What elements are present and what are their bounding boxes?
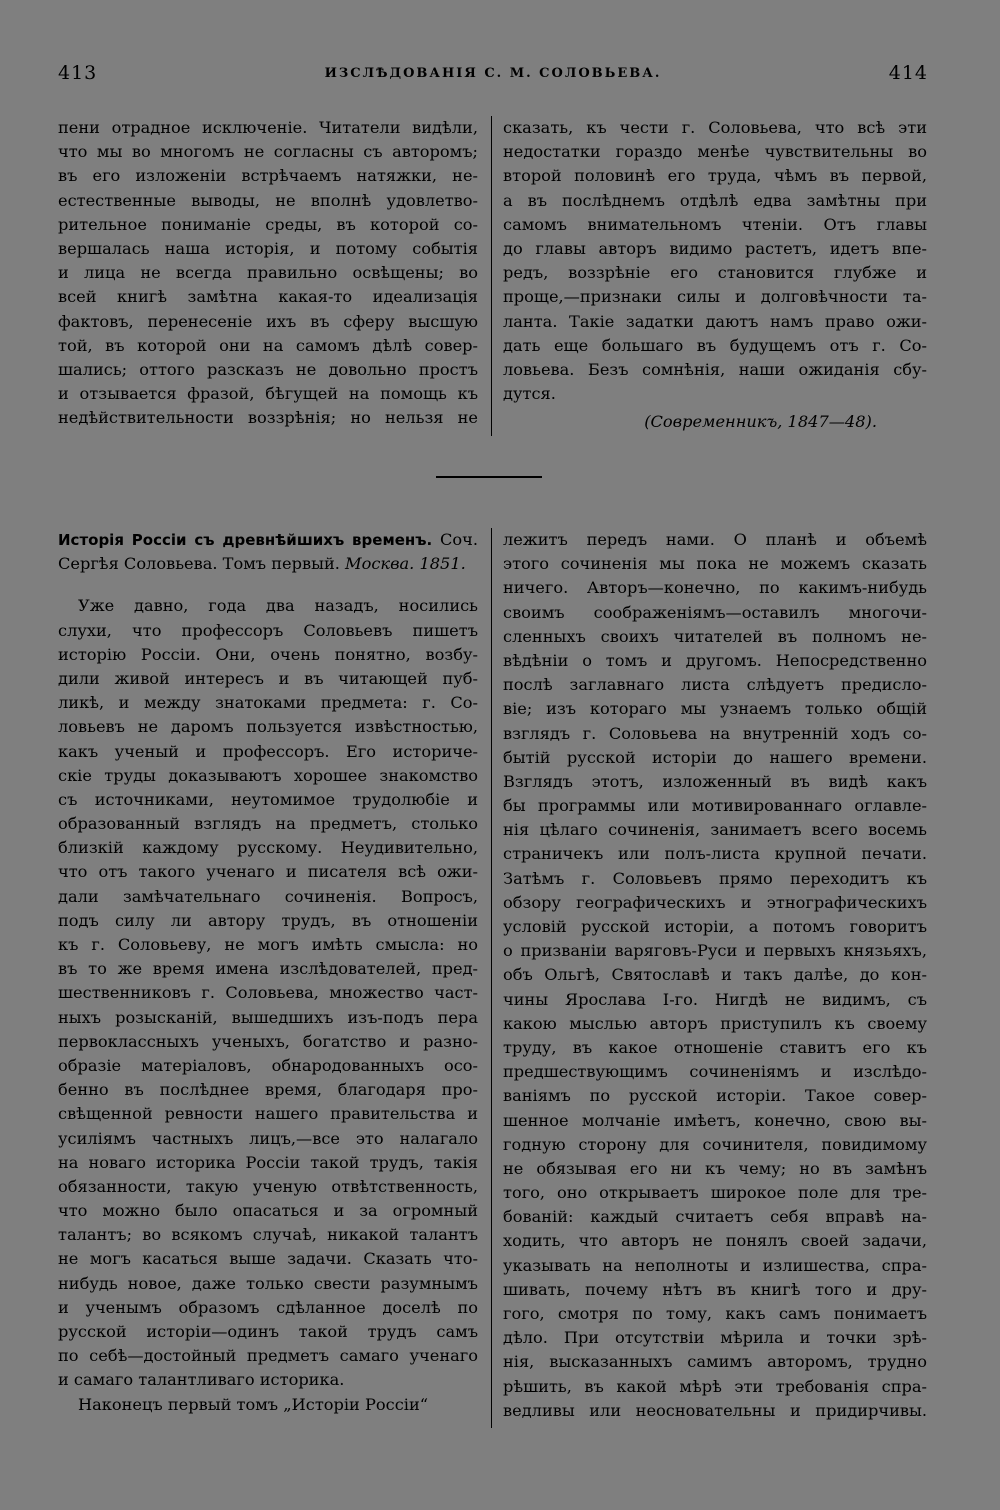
text-line: Взглядъ этотъ, изложенный въ видѣ какъ — [503, 771, 927, 791]
text-line: проще,—признаки силы и долговѣчности та- — [503, 287, 927, 307]
text-line: свѣщенной ревности нашего правительства и — [58, 1104, 478, 1124]
text-line: въ то же время имена изслѣдователей, пред- — [58, 959, 478, 979]
page-number-right: 414 — [888, 62, 928, 84]
text-line: Уже давно, года два назадъ, носились — [78, 596, 478, 616]
text-line: указывать на неполноты и излишества, спра- — [503, 1255, 927, 1275]
text-line: взглядъ г. Соловьева на внутренній ходъ со- — [503, 723, 927, 743]
text-line: не обязывая его ни къ чему; но въ замѣнъ — [503, 1158, 927, 1178]
text-line: шивать, почему нѣтъ въ книгѣ того и дру- — [503, 1279, 927, 1299]
text-line: бенно въ послѣднее время, благодаря про- — [58, 1080, 478, 1100]
text-line: годную сторону для сочинителя, повидимому — [503, 1134, 927, 1154]
text-line: шались; оттого разсказъ не довольно простъ — [58, 359, 478, 379]
text-line: предшествующимъ сочиненіямъ и изслѣдо- — [503, 1062, 927, 1082]
text-line: что мы во многомъ не согласны съ авторомъ; — [58, 142, 478, 162]
text-line: ловьевъ не даромъ пользуется извѣстностью, — [58, 717, 478, 737]
text-line: дать еще большаго въ будущемъ отъ г. Со- — [503, 335, 927, 355]
text-line: въ его изложеніи встрѣчаемъ натяжки, не- — [58, 166, 478, 186]
text-line: вершалась наша исторія, и потому событія — [58, 238, 478, 258]
text-line: исторію Россіи. Они, очень понятно, возбу- — [58, 644, 478, 664]
text-line: обязанности, такую ученую отвѣтственность, — [58, 1176, 478, 1196]
text-line: гого, смотря по тому, какъ самъ понимаетъ — [503, 1304, 927, 1323]
review-author: Сергѣя Соловьева. Томъ первый. — [58, 554, 340, 574]
text-line: обзору географическихъ и этнографическихъ — [503, 892, 927, 912]
text-line: бытій русской исторіи до нашего времени. — [503, 747, 927, 767]
text-line: скіе труды доказываютъ хорошее знакомство — [58, 765, 478, 785]
text-line: нія, высказанныхъ самимъ авторомъ, трудно — [503, 1352, 927, 1372]
text-line: чины Ярослава I-го. Нигдѣ не видимъ, съ — [503, 989, 927, 1009]
text-line: шественниковъ г. Соловьева, множество част- — [58, 983, 478, 1003]
text-line: всей книгѣ замѣтна какая-то идеализація — [58, 287, 478, 307]
review-title-block — [58, 528, 478, 576]
text-line: объ Ольгѣ, Святославѣ и такъ далѣе, до кон- — [503, 965, 927, 985]
text-line: недостатки гораздо менѣе чувствительны во — [503, 142, 927, 162]
text-line: русской исторіи—одинъ такой трудъ самъ — [58, 1322, 478, 1341]
page-number-left: 413 — [58, 62, 98, 84]
column-rule-bottom — [491, 528, 492, 1428]
text-line: віе; изъ котораго мы узнаемъ только общій — [503, 699, 927, 719]
text-line: и отзывается фразой, бѣгущей на помощь къ — [58, 384, 478, 404]
text-line: образованный взглядъ на предметъ, столько — [58, 814, 478, 834]
text-line: ходить, что авторъ не понялъ своей задачи, — [503, 1231, 927, 1251]
text-line: и лица не всегда правильно освѣщены; во — [58, 263, 478, 283]
text-line: рительное пониманіе среды, въ которой со- — [58, 214, 478, 234]
text-line: самомъ внимательномъ чтеніи. Отъ главы — [503, 214, 927, 234]
text-line: редъ, воззрѣніе его становится глубже и — [503, 263, 927, 283]
review-author-prefix: Соч. — [440, 530, 478, 549]
text-line: подъ силу ли автору трудъ, въ отношеніи — [58, 910, 478, 930]
bottom-left-column — [58, 528, 478, 1417]
text-line: къ г. Соловьеву, не могъ имѣть смысла: но — [58, 935, 478, 954]
review-body-left — [58, 594, 478, 1416]
text-line: ваніямъ по русской исторіи. Такое совер- — [503, 1086, 927, 1106]
text-line: на новаго историка Россіи такой трудъ, такія — [58, 1152, 478, 1172]
text-line: а въ послѣднемъ отдѣлѣ едва замѣтны при — [503, 190, 927, 210]
text-line: бы программы или мотивированнаго оглавле- — [503, 796, 927, 816]
text-line: до главы авторъ видимо растетъ, идетъ впе- — [503, 238, 927, 258]
text-line: что можно было опасаться и за огромный — [58, 1201, 478, 1221]
text-line: съ источниками, неутомимое трудолюбіе и — [58, 789, 478, 809]
text-line: нибудь новое, даже только свести разумнымъ — [58, 1273, 478, 1293]
text-line: нія цѣлаго сочиненія, занимаетъ всего восемь — [503, 820, 927, 840]
text-line: по себѣ—достойный предметъ самаго ученаго — [58, 1346, 478, 1366]
text-line: какою мыслью авторъ приступилъ къ своему — [503, 1013, 927, 1033]
text-line: дутся. — [503, 384, 556, 404]
text-line: сленныхъ своихъ читателей въ полномъ не- — [503, 626, 927, 646]
text-line: и ученымъ образомъ сдѣланное доселѣ по — [58, 1297, 478, 1317]
text-line: ныхъ розысканій, вышедшихъ изъ-подъ пера — [58, 1007, 478, 1027]
text-line: дали замѣчательнаго сочиненія. Вопросъ, — [58, 886, 478, 906]
text-line: Затѣмъ г. Соловьевъ прямо переходитъ къ — [503, 868, 927, 888]
text-line: страничекъ или полъ-листа крупной печати. — [503, 844, 927, 864]
text-line: первоклассныхъ ученыхъ, богатство и разно- — [58, 1031, 478, 1051]
text-line: недѣйствительности воззрѣнія; но нельзя не — [58, 408, 478, 428]
text-line: бованій: каждый считаетъ себя вправѣ на- — [503, 1207, 927, 1227]
text-line: дѣло. При отсутствіи мѣрила и точки зрѣ- — [503, 1328, 927, 1348]
text-line: условій русской исторіи, а потомъ говоритъ — [503, 917, 927, 936]
text-line: труду, въ какое отношеніе ставитъ его къ — [503, 1037, 927, 1057]
review-title: Исторія Россіи съ древнѣйшихъ временъ. — [58, 531, 433, 549]
top-right-column — [503, 116, 927, 434]
running-title: ИЗСЛѢДОВАНІЯ С. М. СОЛОВЬЕВА. — [324, 66, 662, 81]
text-line: естественные выводы, не вполнѣ удовлетво- — [58, 190, 478, 210]
text-line: этого сочиненія мы пока не можемъ сказать — [503, 554, 927, 574]
text-line: и самаго талантливаго историка. — [58, 1370, 345, 1390]
text-line: ликѣ, и между знатоками предмета: г. Со- — [58, 693, 478, 713]
section-separator — [436, 476, 542, 478]
text-line: ловьева. Безъ сомнѣнія, наши ожиданія сбу- — [503, 359, 927, 379]
text-line: шенное молчаніе имѣетъ, конечно, свою вы- — [503, 1110, 927, 1130]
text-line: талантъ; во всякомъ случаѣ, никакой талантъ — [58, 1225, 478, 1245]
review-imprint: Москва. 1851. — [345, 554, 466, 574]
text-line: послѣ заглавнаго листа слѣдуетъ предисло- — [503, 675, 927, 695]
text-line: что отъ такого ученаго и писателя всѣ ожи- — [58, 862, 478, 882]
text-line: пени отрадное исключеніе. Читатели видѣли, — [58, 118, 478, 137]
text-line: о призваніи варяговъ-Руси и первыхъ князьяхъ, — [503, 941, 927, 961]
text-line: не могъ касаться выше задачи. Сказать что- — [58, 1249, 478, 1269]
text-line: какъ ученый и профессоръ. Его историче- — [58, 741, 478, 761]
top-left-column — [58, 116, 478, 430]
text-line: дили живой интересъ и въ читающей пуб- — [58, 668, 478, 688]
text-line: слухи, что профессоръ Соловьевъ пишетъ — [58, 620, 478, 640]
text-line: Наконецъ первый томъ „Исторіи Россіи“ — [78, 1394, 429, 1414]
text-line: лежитъ передъ нами. О планѣ и объемѣ — [503, 530, 927, 549]
page-header — [58, 62, 928, 90]
text-line: той, въ которой они на самомъ дѣлѣ совер- — [58, 335, 478, 355]
text-line: близкій каждому русскому. Неудивительно, — [58, 838, 478, 858]
bottom-right-column — [503, 528, 927, 1423]
column-rule-top — [491, 116, 492, 436]
text-line: ничего. Авторъ—конечно, по какимъ-нибудь — [503, 578, 927, 598]
source-citation: (Современникъ, 1847—48). — [644, 412, 877, 432]
text-line: того, оно открываетъ широкое поле для тре- — [503, 1183, 927, 1203]
text-line: вѣдѣніи о томъ и другомъ. Непосредственно — [503, 650, 927, 670]
text-line: рѣшить, въ какой мѣрѣ эти требованія спра- — [503, 1376, 927, 1396]
text-line: образіе матеріаловъ, обнародованныхъ осо- — [58, 1055, 478, 1075]
text-line: усиліямъ частныхъ лицъ,—все это налагало — [58, 1128, 478, 1148]
text-line: фактовъ, перенесеніе ихъ въ сферу высшую — [58, 311, 478, 331]
text-line: сказать, къ чести г. Соловьева, что всѣ эти — [503, 118, 927, 137]
text-line: своимъ соображеніямъ—оставилъ многочи- — [503, 602, 927, 622]
text-line: второй половинѣ его труда, чѣмъ въ первой, — [503, 166, 927, 186]
text-line: ланта. Такіе задатки даютъ намъ право ожи- — [503, 311, 927, 331]
text-line: ведливы или неосновательны и придирчивы. — [503, 1400, 927, 1420]
